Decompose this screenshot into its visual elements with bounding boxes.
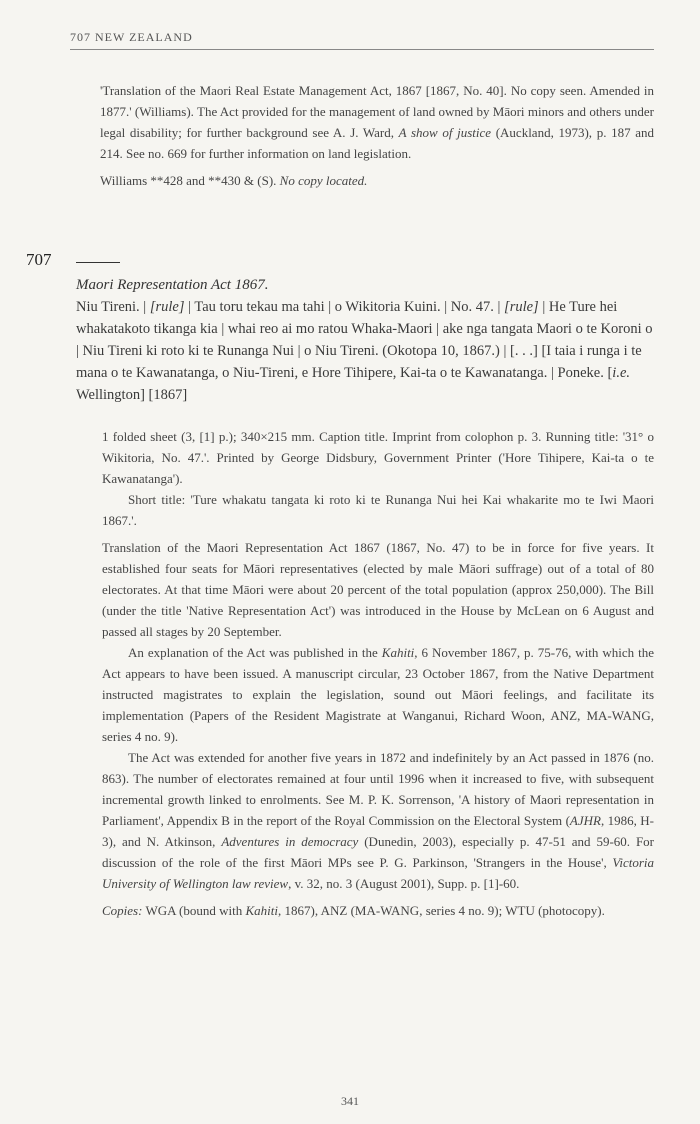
- running-head: 707 NEW ZEALAND: [70, 30, 654, 50]
- transcription-part: | Tau toru tekau ma tahi | o Wikitoria Kuini. | No. 47. |: [184, 299, 505, 315]
- williams-status: No copy located.: [279, 173, 368, 188]
- copies-italic: Kahiti: [245, 903, 279, 918]
- transcription-part: | He Ture hei whakatakoto tikanga kia | whai reo ai mo ratou Whaka-Maori | ake nga tangata Maori o te Koroni o | Niu Tireni ki roto ki te Runanga Nui | o Niu Tireni. (Okotopa 10, 1867.) | [. . .] [I taia i runga i te mana o te Kawanatanga, o Niu-Tireni, e Hore Tihipere, Kai-ta o te Kawanatanga. | Poneke. [: [76, 299, 653, 381]
- copies: [102, 900, 654, 921]
- entry-body: [102, 426, 654, 921]
- note-text: , 6 November 1867, p. 75-76, with which the Act appears to have been issued. A manuscript circular, 23 October 1867, from the Native Department instructed magistrates to explain the legislation, sound out Māori feelings, and facilitate its implementation (Papers of the Resident Magistrate at Wanganui, Richard Woon, ANZ, MA-WANG, series 4 no. 9).: [102, 645, 655, 744]
- note-italic-title: Adventures in democracy: [221, 834, 359, 849]
- rule-marker: [rule]: [504, 299, 539, 315]
- entry-dash: [76, 262, 120, 263]
- note-paragraph: [102, 747, 654, 894]
- rule-marker: [rule]: [149, 299, 185, 315]
- note-italic-title: Victoria University of Wellington law review: [102, 855, 654, 891]
- entry-heading: [76, 274, 656, 406]
- copies-text: WGA (bound with: [142, 903, 246, 918]
- title-transcription: [76, 296, 656, 406]
- williams-reference: [100, 170, 654, 191]
- previous-entry-notes: [100, 80, 654, 191]
- short-title: Short title: 'Ture whakatu tangata ki roto ki te Runanga Nui hei Kai whakarite mo te Iwi Maori 1867.'.: [102, 492, 654, 528]
- note-text: An explanation of the Act was published in the: [128, 645, 382, 660]
- entry-number: 707: [26, 250, 52, 269]
- transcription-part: Wellington] [1867]: [76, 387, 188, 403]
- note-italic-title: Kahiti: [381, 645, 415, 660]
- note-text: (Dunedin, 2003), especially p. 47-51 and 59-60. For discussion of the role of the first Māori MPs see P. G. Parkinson, 'Strangers in the House',: [102, 834, 654, 870]
- note-text: , v. 32, no. 3 (August 2001), Supp. p. [1]-60.: [288, 876, 520, 891]
- copies-text: , 1867), ANZ (MA-WANG, series 4 no. 9); WTU (photocopy).: [278, 903, 605, 918]
- copies-label: Copies:: [102, 903, 143, 918]
- transcription-part: Niu Tireni. |: [76, 299, 150, 315]
- williams-text: Williams **428 and **430 & (S).: [100, 173, 277, 188]
- note-italic-title: AJHR: [569, 813, 601, 828]
- note-text: , 1986, H-3), and N. Atkinson,: [102, 813, 655, 849]
- note-text: The Act was extended for another five years in 1872 and indefinitely by an Act passed in 1876 (no. 863). The number of electorates remained at four until 1996 when it increased to five, with subsequent incremental growth linked to enrolments. See M. P. K. Sorrenson, 'A history of Maori representation in Parliament', Appendix B in the report of the Royal Commission on the Electoral System (: [102, 750, 654, 828]
- note-paragraph: Translation of the Maori Representation Act 1867 (1867, No. 47) to be in force for five years. It established four seats for Māori representatives (elected by male Māori suffrage) out of a total of 80 electorates. At that time Māori were about 20 percent of the total population (approx 250,000). The Bill (under the title 'Native Representation Act') was introduced in the House by McLean on 6 August and passed all stages by 20 September.: [102, 540, 654, 639]
- note-paragraph: [102, 642, 654, 747]
- entry-title: Maori Representation Act 1867.: [76, 277, 269, 293]
- physical-description: 1 folded sheet (3, [1] p.); 340×215 mm. Caption title. Imprint from colophon p. 3. Running title: '31° o Wikitoria, No. 47.'. Printed by George Didsbury, Government Printer ('Hore Tihipere, Kai-ta o te Kawanatanga').: [102, 429, 654, 486]
- ie-marker: i.e.: [612, 365, 631, 381]
- note-italic-title: A show of justice: [398, 125, 492, 140]
- note-text-end: (Auckland, 1973), p. 187 and 214. See no. 669 for further information on land legislation.: [100, 125, 655, 161]
- previous-entry-note: [100, 80, 654, 164]
- note-text: 'Translation of the Maori Real Estate Management Act, 1867 [1867, No. 40]. No copy seen. Amended in 1877.' (Williams). The Act provided for the management of land owned by Māori minors and others under legal disability; for further background see A. J. Ward,: [100, 83, 654, 140]
- page-number: 341: [341, 1094, 359, 1108]
